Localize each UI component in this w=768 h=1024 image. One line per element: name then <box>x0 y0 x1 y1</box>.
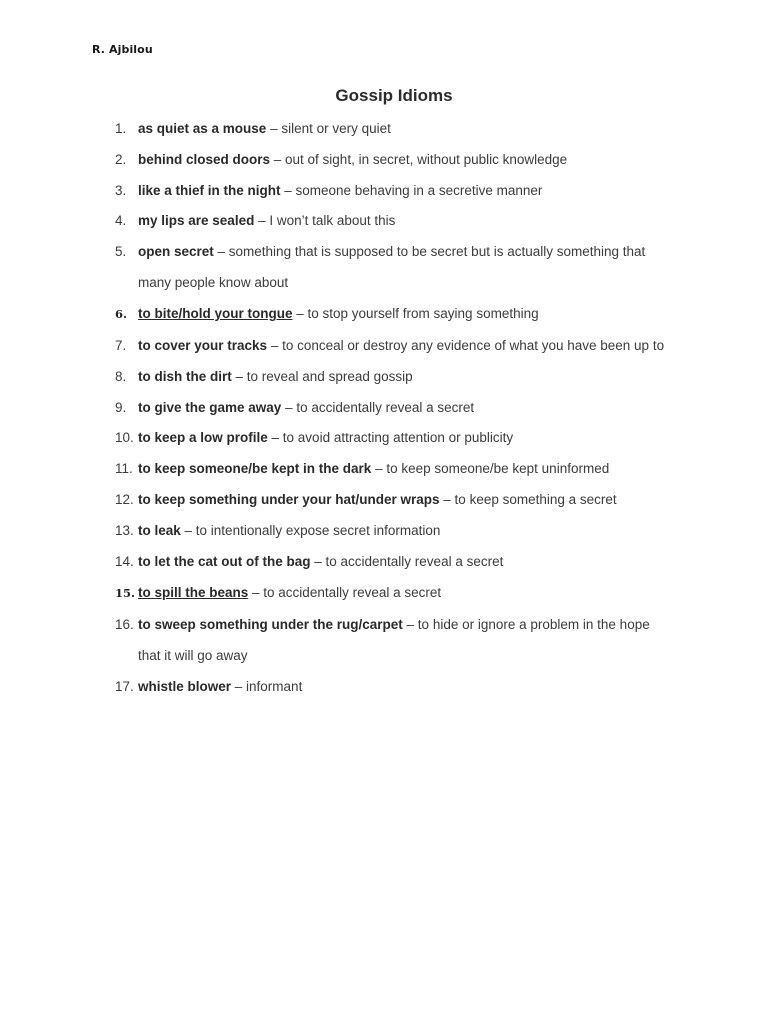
idiom-term: open secret <box>138 244 214 259</box>
item-number: 6. <box>115 307 128 321</box>
item-number: 5. <box>115 244 127 259</box>
idiom-term: my lips are sealed <box>138 213 255 228</box>
idiom-term: to keep a low profile <box>138 430 268 445</box>
idiom-term: to dish the dirt <box>138 369 232 384</box>
item-number: 13. <box>115 523 134 538</box>
idiom-term: to spill the beans <box>138 585 249 600</box>
item-number: 14. <box>115 554 134 569</box>
idiom-definition: – I won’t talk about this <box>254 213 396 228</box>
item-number: 8. <box>115 369 127 384</box>
idiom-term: behind closed doors <box>138 152 271 167</box>
item-number: 12. <box>115 492 134 507</box>
idiom-definition-continued: that it will go away <box>138 648 248 663</box>
idiom-definition: – something that is supposed to be secret but is actually something that <box>213 244 646 259</box>
item-number: 2. <box>115 152 127 167</box>
item-number: 3. <box>115 183 127 198</box>
idiom-term: to leak <box>138 523 181 538</box>
item-number: 7. <box>115 338 127 353</box>
idiom-definition: – someone behaving in a secretive manner <box>280 183 543 198</box>
idiom-term: to keep something under your hat/under wraps <box>138 492 440 507</box>
idiom-definition: – to hide or ignore a problem in the hope <box>402 617 650 632</box>
idiom-definition: – informant <box>231 679 303 694</box>
idiom-definition: – to avoid attracting attention or publicity <box>267 430 514 445</box>
idiom-definition: – silent or very quiet <box>266 121 391 136</box>
idiom-term: to keep someone/be kept in the dark <box>138 461 372 476</box>
item-number: 1. <box>115 121 127 136</box>
idiom-definition: – to keep something a secret <box>439 492 617 507</box>
document-title: Gossip Idioms <box>335 86 453 105</box>
item-number: 11. <box>115 461 133 476</box>
idiom-definition: – to keep someone/be kept uninformed <box>371 461 610 476</box>
idiom-term: to give the game away <box>138 400 282 415</box>
item-number: 15. <box>115 586 136 600</box>
item-number: 4. <box>115 213 127 228</box>
idiom-definition: – to accidentally reveal a secret <box>310 554 504 569</box>
idiom-definition: – to accidentally reveal a secret <box>248 585 442 600</box>
item-number: 16. <box>115 617 134 632</box>
idiom-term: as quiet as a mouse <box>138 121 267 136</box>
idiom-definition: – to reveal and spread gossip <box>231 369 413 384</box>
item-number: 10. <box>115 430 134 445</box>
item-number: 9. <box>115 400 127 415</box>
idiom-term: to let the cat out of the bag <box>138 554 311 569</box>
item-number: 17. <box>115 679 134 694</box>
idiom-term: whistle blower <box>138 679 232 694</box>
idiom-term: like a thief in the night <box>138 183 281 198</box>
idiom-term: to cover your tracks <box>138 338 268 353</box>
idiom-definition: – to intentionally expose secret information <box>180 523 441 538</box>
idiom-term: to bite/hold your tongue <box>138 306 293 321</box>
author-name: R. Ajbilou <box>92 43 153 56</box>
idiom-definition: – out of sight, in secret, without public knowledge <box>270 152 568 167</box>
idiom-definition: – to conceal or destroy any evidence of what you have been up to <box>267 338 665 353</box>
idiom-definition-continued: many people know about <box>138 275 289 290</box>
idiom-term: to sweep something under the rug/carpet <box>138 617 403 632</box>
idiom-definition: – to stop yourself from saying something <box>292 306 539 321</box>
idiom-definition: – to accidentally reveal a secret <box>281 400 475 415</box>
